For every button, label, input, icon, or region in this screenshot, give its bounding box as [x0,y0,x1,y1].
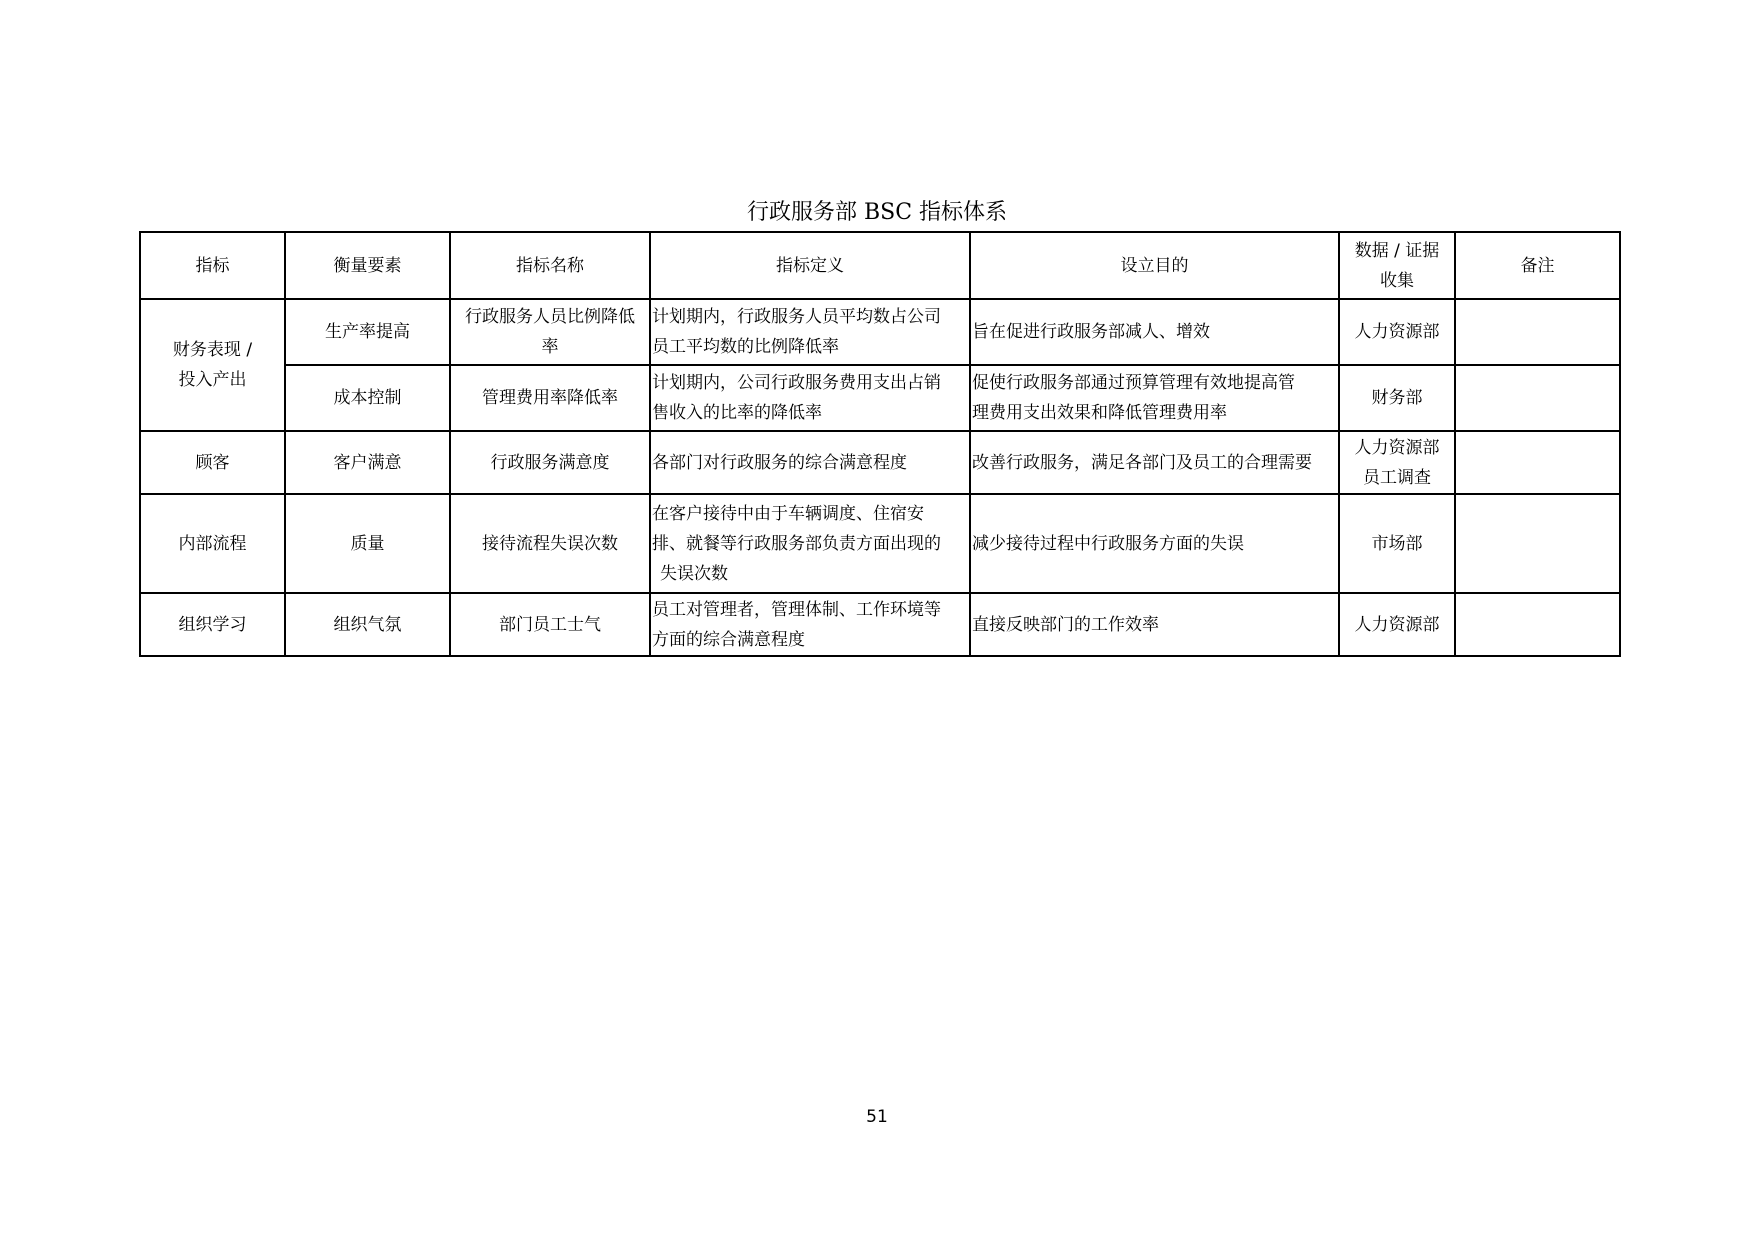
element-cell: 生产率提高 [285,299,450,365]
element-cell: 质量 [285,494,450,593]
category-finance-line1: 财务表现 / [172,340,253,360]
remark-cell [1455,299,1620,365]
definition-cell: 各部门对行政服务的综合满意程度 [650,431,970,494]
header-name: 指标名称 [450,232,650,299]
element-cell: 组织气氛 [285,593,450,656]
table-row [140,593,1620,656]
table-row [140,299,1620,365]
definition-line: 方面的综合满意程度 [652,629,805,650]
purpose-cell: 直接反映部门的工作效率 [970,593,1339,656]
definition-cell [650,593,970,656]
definition-line: 计划期内，公司行政服务费用支出占销 [652,373,941,393]
remark-cell [1455,431,1620,494]
source-cell: 市场部 [1339,494,1455,593]
source-cell: 人力资源部 [1339,593,1455,656]
category-customer: 顾客 [140,431,285,494]
header-indicator: 指标 [140,232,285,299]
category-process: 内部流程 [140,494,285,593]
definition-cell [650,299,970,365]
purpose-cell: 改善行政服务，满足各部门及员工的合理需要 [970,431,1339,494]
header-element: 衡量要素 [285,232,450,299]
definition-line: 员工对管理者，管理体制、工作环境等 [652,599,941,620]
purpose-line: 理费用支出效果和降低管理费用率 [972,403,1227,423]
header-purpose: 设立目的 [970,232,1339,299]
source-line: 员工调查 [1363,467,1431,488]
category-finance [140,299,285,431]
name-line: 率 [541,337,559,357]
document-title [0,196,1754,230]
purpose-cell [970,365,1339,431]
definition-line: 失误次数 [660,563,728,584]
definition-line: 排、就餐等行政服务部负责方面出现的 [652,533,941,554]
definition-cell [650,494,970,593]
name-cell: 行政服务满意度 [450,431,650,494]
remark-cell [1455,593,1620,656]
category-learning: 组织学习 [140,593,285,656]
definition-line: 员工平均数的比例降低率 [652,337,839,357]
definition-line: 计划期内，行政服务人员平均数占公司 [652,307,941,327]
bsc-indicator-table [139,231,1621,657]
name-line: 行政服务人员比例降低 [465,307,635,327]
remark-cell [1455,365,1620,431]
header-remark: 备注 [1455,232,1620,299]
title-prefix: 行政服务部 [746,200,857,225]
table-row [140,365,1620,431]
purpose-cell: 旨在促进行政服务部减人、增效 [970,299,1339,365]
title-suffix: 指标体系 [919,200,1008,225]
name-cell [450,299,650,365]
source-cell: 财务部 [1339,365,1455,431]
title-latin: BSC [863,200,913,225]
definition-line: 在客户接待中由于车辆调度、住宿安 [652,503,924,524]
name-cell: 接待流程失误次数 [450,494,650,593]
purpose-cell: 减少接待过程中行政服务方面的失误 [970,494,1339,593]
page-number: 51 [866,1107,888,1127]
table-row [140,431,1620,494]
source-cell: 人力资源部 [1339,299,1455,365]
name-cell: 管理费用率降低率 [450,365,650,431]
header-source [1339,232,1455,299]
name-cell: 部门员工士气 [450,593,650,656]
element-cell: 客户满意 [285,431,450,494]
table-row [140,494,1620,593]
source-cell [1339,431,1455,494]
purpose-line: 促使行政服务部通过预算管理有效地提高管 [972,373,1295,393]
header-source-line1: 数据 / 证据 [1354,240,1440,261]
header-definition: 指标定义 [650,232,970,299]
category-finance-line2: 投入产出 [178,370,247,390]
remark-cell [1455,494,1620,593]
header-source-line2: 收集 [1380,270,1414,291]
element-cell: 成本控制 [285,365,450,431]
source-line: 人力资源部 [1354,437,1440,458]
table-header-row [140,232,1620,299]
definition-line: 售收入的比率的降低率 [652,403,822,423]
definition-cell [650,365,970,431]
